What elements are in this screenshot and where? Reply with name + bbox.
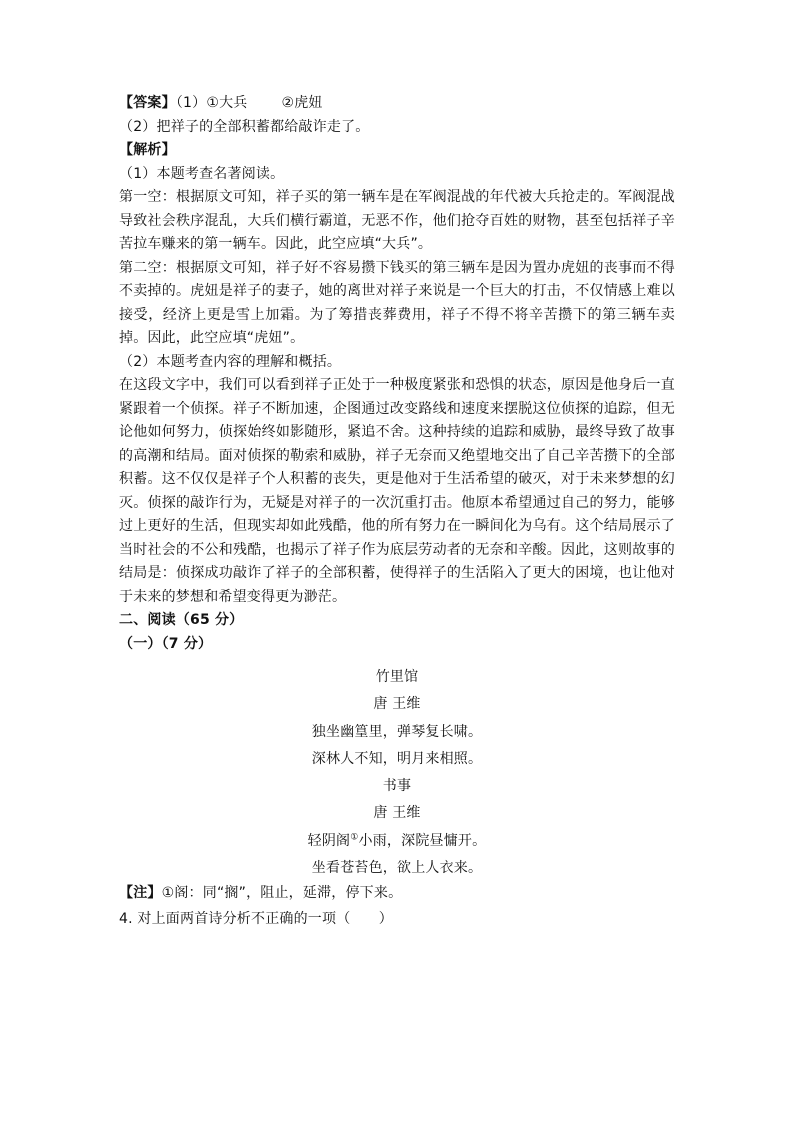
analysis-q2-body: 在这段文字中，我们可以看到祥子正处于一种极度紧张和恐惧的状态，原因是他身后一直紧跟着一个侦探。祥子不断加速，企图通过改变路线和速度来摆脱这位侦探的追踪，但无论他如何努力，侦探始终如影随形，紧追不舍。这种持续的追踪和威胁，最终导致了故事的高潮和结局。面对侦探的勒索和威胁，祥子无奈而又绝望地交出了自己辛苦攒下的全部积蓄。这不仅仅是祥子个人积蓄的丧失，更是他对于生活希望的破灭，对于未来梦想的幻灭。侦探的敲诈行为，无疑是对祥子的一次沉重打击。他原本希望通过自己的努力，能够过上更好的生活，但现实却如此残酷，他的所有努力在一瞬间化为乌有。这个结局展示了当时社会的不公和残酷，也揭示了祥子作为底层劳动者的无奈和辛酸。因此，这则故事的结局是：侦探成功敲诈了祥子的全部积蓄，使得祥子的生活陷入了更大的困境，也让他对于未来的梦想和希望变得更为渺茫。 [119, 377, 675, 605]
answer-part2: （2）把祥子的全部积蓄都给敲诈走了。 [119, 118, 370, 135]
poem-line-part: 轻阴阁 [307, 832, 351, 849]
question-4: 4. 对上面两首诗分析不正确的一项（ ） [119, 910, 394, 927]
answer-tag: 【答案】 [119, 95, 176, 111]
poem-line-part: 小雨，深院昼慵开。 [358, 832, 487, 849]
analysis-q1-blank1: 第一空：根据原文可知，祥子买的第一辆车是在军阀混战的年代被大兵抢走的。军阀混战导致社会秩序混乱，大兵们横行霸道，无恶不作，他们抢夺百姓的财物，甚至包括祥子辛苦拉车赚来的第一辆车。因此，此空应填“大兵”。 [119, 189, 675, 252]
answer-blank2: ②虎妞 [281, 95, 323, 111]
poem-line [119, 828, 675, 855]
poem-line: 深林人不知，明月来相照。 [311, 750, 483, 767]
section-heading: 二、阅读（65 分） [119, 612, 244, 628]
note-text: ①阁：同“搁”，阻止，延滞，停下来。 [161, 885, 403, 902]
poem-line: 独坐幽篁里，弹琴复长啸。 [311, 723, 483, 740]
analysis-tag: 【解析】 [119, 142, 176, 158]
section-sub-heading: （一）（7 分） [119, 635, 213, 652]
poem-line: 坐看苍苔色，欲上人衣来。 [311, 860, 483, 877]
answer-part1-prefix: （1） [175, 95, 207, 111]
analysis-q2-intro: （2）本题考查内容的理解和概括。 [119, 353, 342, 370]
answer-line [119, 92, 675, 116]
note-marker: ① [350, 832, 359, 843]
answer-blank1: ①大兵 [206, 95, 248, 111]
note-line [119, 882, 675, 906]
poems-block [119, 664, 675, 882]
poem-title: 竹里馆 [375, 669, 419, 685]
poem-author: 唐 王维 [373, 696, 421, 713]
note-tag: 【注】 [119, 885, 162, 902]
analysis-q1-intro: （1）本题考查名著阅读。 [119, 165, 285, 182]
poem-title: 书事 [382, 778, 412, 795]
analysis-q1-blank2: 第二空：根据原文可知，祥子好不容易攒下钱买的第三辆车是因为置办虎妞的丧事而不得不卖掉的。虎妞是祥子的妻子，她的离世对祥子来说是一个巨大的打击，不仅情感上难以接受，经济上更是雪上加霜。为了筹措丧葬费用，祥子不得不将辛苦攒下的第三辆车卖掉。因此，此空应填“虎妞”。 [119, 259, 675, 346]
document-page [119, 92, 675, 931]
poem-author: 唐 王维 [373, 805, 421, 822]
